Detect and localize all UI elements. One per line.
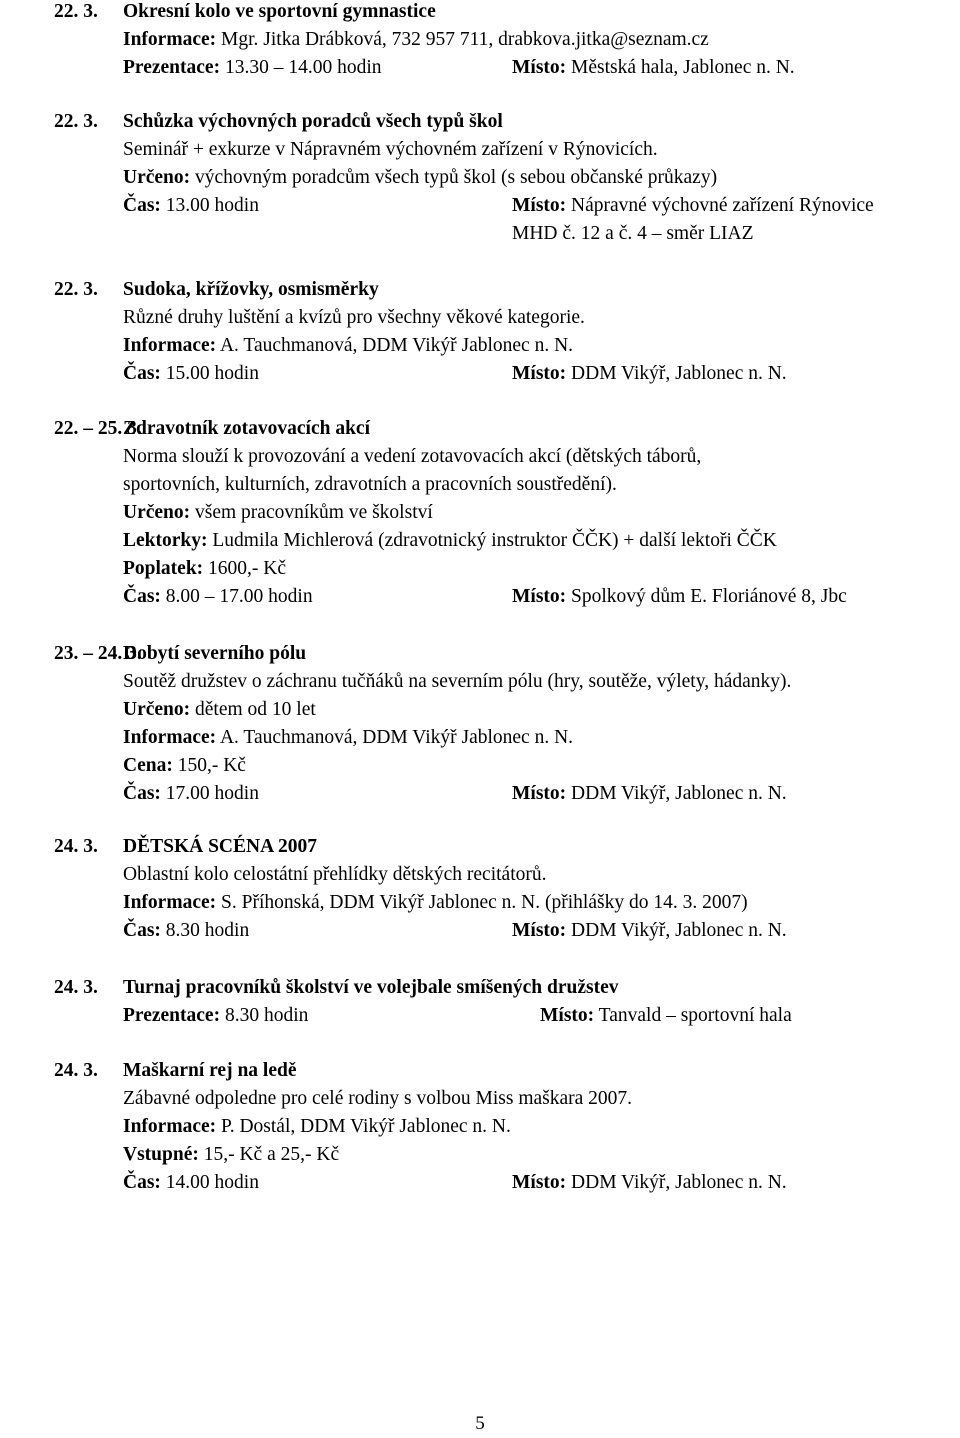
venue: Místo: DDM Vikýř, Jablonec n. N. [512, 363, 787, 384]
event-title: Okresní kolo ve sportovní gymnastice [123, 1, 436, 22]
description: Zábavné odpoledne pro celé rodiny s volbou Miss maškara 2007. [123, 1088, 633, 1109]
event-title: DĚTSKÁ SCÉNA 2007 [123, 836, 317, 857]
event-title: Turnaj pracovníků školství ve volejbale smíšených družstev [123, 977, 619, 998]
time-line: Čas: 17.00 hodin [123, 783, 259, 804]
info-line: Informace: A. Tauchmanová, DDM Vikýř Jablonec n. N. [123, 335, 574, 356]
event-date: 24. 3. [54, 977, 98, 998]
venue: Místo: DDM Vikýř, Jablonec n. N. [512, 920, 787, 941]
description: sportovních, kulturních, zdravotních a pracovních soustředění). [123, 474, 617, 495]
event-volleyball [0, 974, 960, 1030]
info-line: Informace: A. Tauchmanová, DDM Vikýř Jablonec n. N. [123, 727, 574, 748]
description: Oblastní kolo celostátní přehlídky dětských recitátorů. [123, 864, 547, 885]
event-sudoku [0, 276, 960, 388]
event-date: 22. 3. [54, 1, 98, 22]
event-date: 24. 3. [54, 1060, 98, 1081]
event-ice-masquerade [0, 1057, 960, 1197]
time-line: Čas: 8.30 hodin [123, 920, 250, 941]
event-date: 23. – 24. 3. [54, 643, 142, 664]
event-counsellors-meeting [0, 108, 960, 248]
time-line: Čas: 15.00 hodin [123, 363, 259, 384]
registration-time: Prezentace: 13.30 – 14.00 hodin [123, 57, 382, 78]
venue: Místo: Městská hala, Jablonec n. N. [512, 57, 795, 78]
audience-line: Určeno: dětem od 10 let [123, 699, 316, 720]
description: Seminář + exkurze v Nápravném výchovném zařízení v Rýnovicích. [123, 139, 658, 160]
event-title: Zdravotník zotavovacích akcí [123, 418, 370, 439]
price-line: Cena: 150,- Kč [123, 755, 246, 776]
event-title: Schůzka výchovných poradců všech typů škol [123, 111, 503, 132]
info-line: Informace: S. Příhonská, DDM Vikýř Jablonec n. N. (přihlášky do 14. 3. 2007) [123, 892, 748, 913]
time-line: Čas: 14.00 hodin [123, 1172, 259, 1193]
audience-line: Určeno: výchovným poradcům všech typů škol (s sebou občanské průkazy) [123, 167, 718, 188]
event-date: 22. – 25. 3. [54, 418, 142, 439]
venue: Místo: Nápravné výchovné zařízení Rýnovice [512, 195, 874, 216]
page-number: 5 [475, 1413, 485, 1434]
fee-line: Poplatek: 1600,- Kč [123, 558, 287, 579]
event-title: Sudoka, křížovky, osmisměrky [123, 279, 379, 300]
description: Různé druhy luštění a kvízů pro všechny věkové kategorie. [123, 307, 585, 328]
event-childrens-stage [0, 833, 960, 945]
venue: Místo: Spolkový dům E. Floriánové 8, Jbc [512, 586, 847, 607]
event-date: 22. 3. [54, 111, 98, 132]
event-first-aid-course [0, 415, 960, 611]
venue: Místo: DDM Vikýř, Jablonec n. N. [512, 783, 787, 804]
venue: Místo: Tanvald – sportovní hala [540, 1005, 792, 1026]
transport-note: MHD č. 12 a č. 4 – směr LIAZ [512, 223, 754, 244]
event-title: Maškarní rej na ledě [123, 1060, 297, 1081]
event-date: 24. 3. [54, 836, 98, 857]
time-line: Čas: 13.00 hodin [123, 195, 259, 216]
venue: Místo: DDM Vikýř, Jablonec n. N. [512, 1172, 787, 1193]
event-north-pole [0, 640, 960, 808]
description: Norma slouží k provozování a vedení zotavovacích akcí (dětských táborů, [123, 446, 702, 467]
info-line: Informace: Mgr. Jitka Drábková, 732 957 711, drabkova.jitka@seznam.cz [123, 29, 709, 50]
admission-line: Vstupné: 15,- Kč a 25,- Kč [123, 1144, 340, 1165]
info-line: Informace: P. Dostál, DDM Vikýř Jablonec n. N. [123, 1116, 511, 1137]
description: Soutěž družstev o záchranu tučňáků na severním pólu (hry, soutěže, výlety, hádanky). [123, 671, 792, 692]
time-line: Čas: 8.00 – 17.00 hodin [123, 586, 313, 607]
event-gymnastics [0, 0, 960, 82]
event-date: 22. 3. [54, 279, 98, 300]
audience-line: Určeno: všem pracovníkům ve školství [123, 502, 433, 523]
lecturers-line: Lektorky: Ludmila Michlerová (zdravotnický instruktor ČČK) + další lektoři ČČK [123, 530, 777, 551]
registration-time: Prezentace: 8.30 hodin [123, 1005, 309, 1026]
event-title: Dobytí severního pólu [123, 643, 307, 664]
